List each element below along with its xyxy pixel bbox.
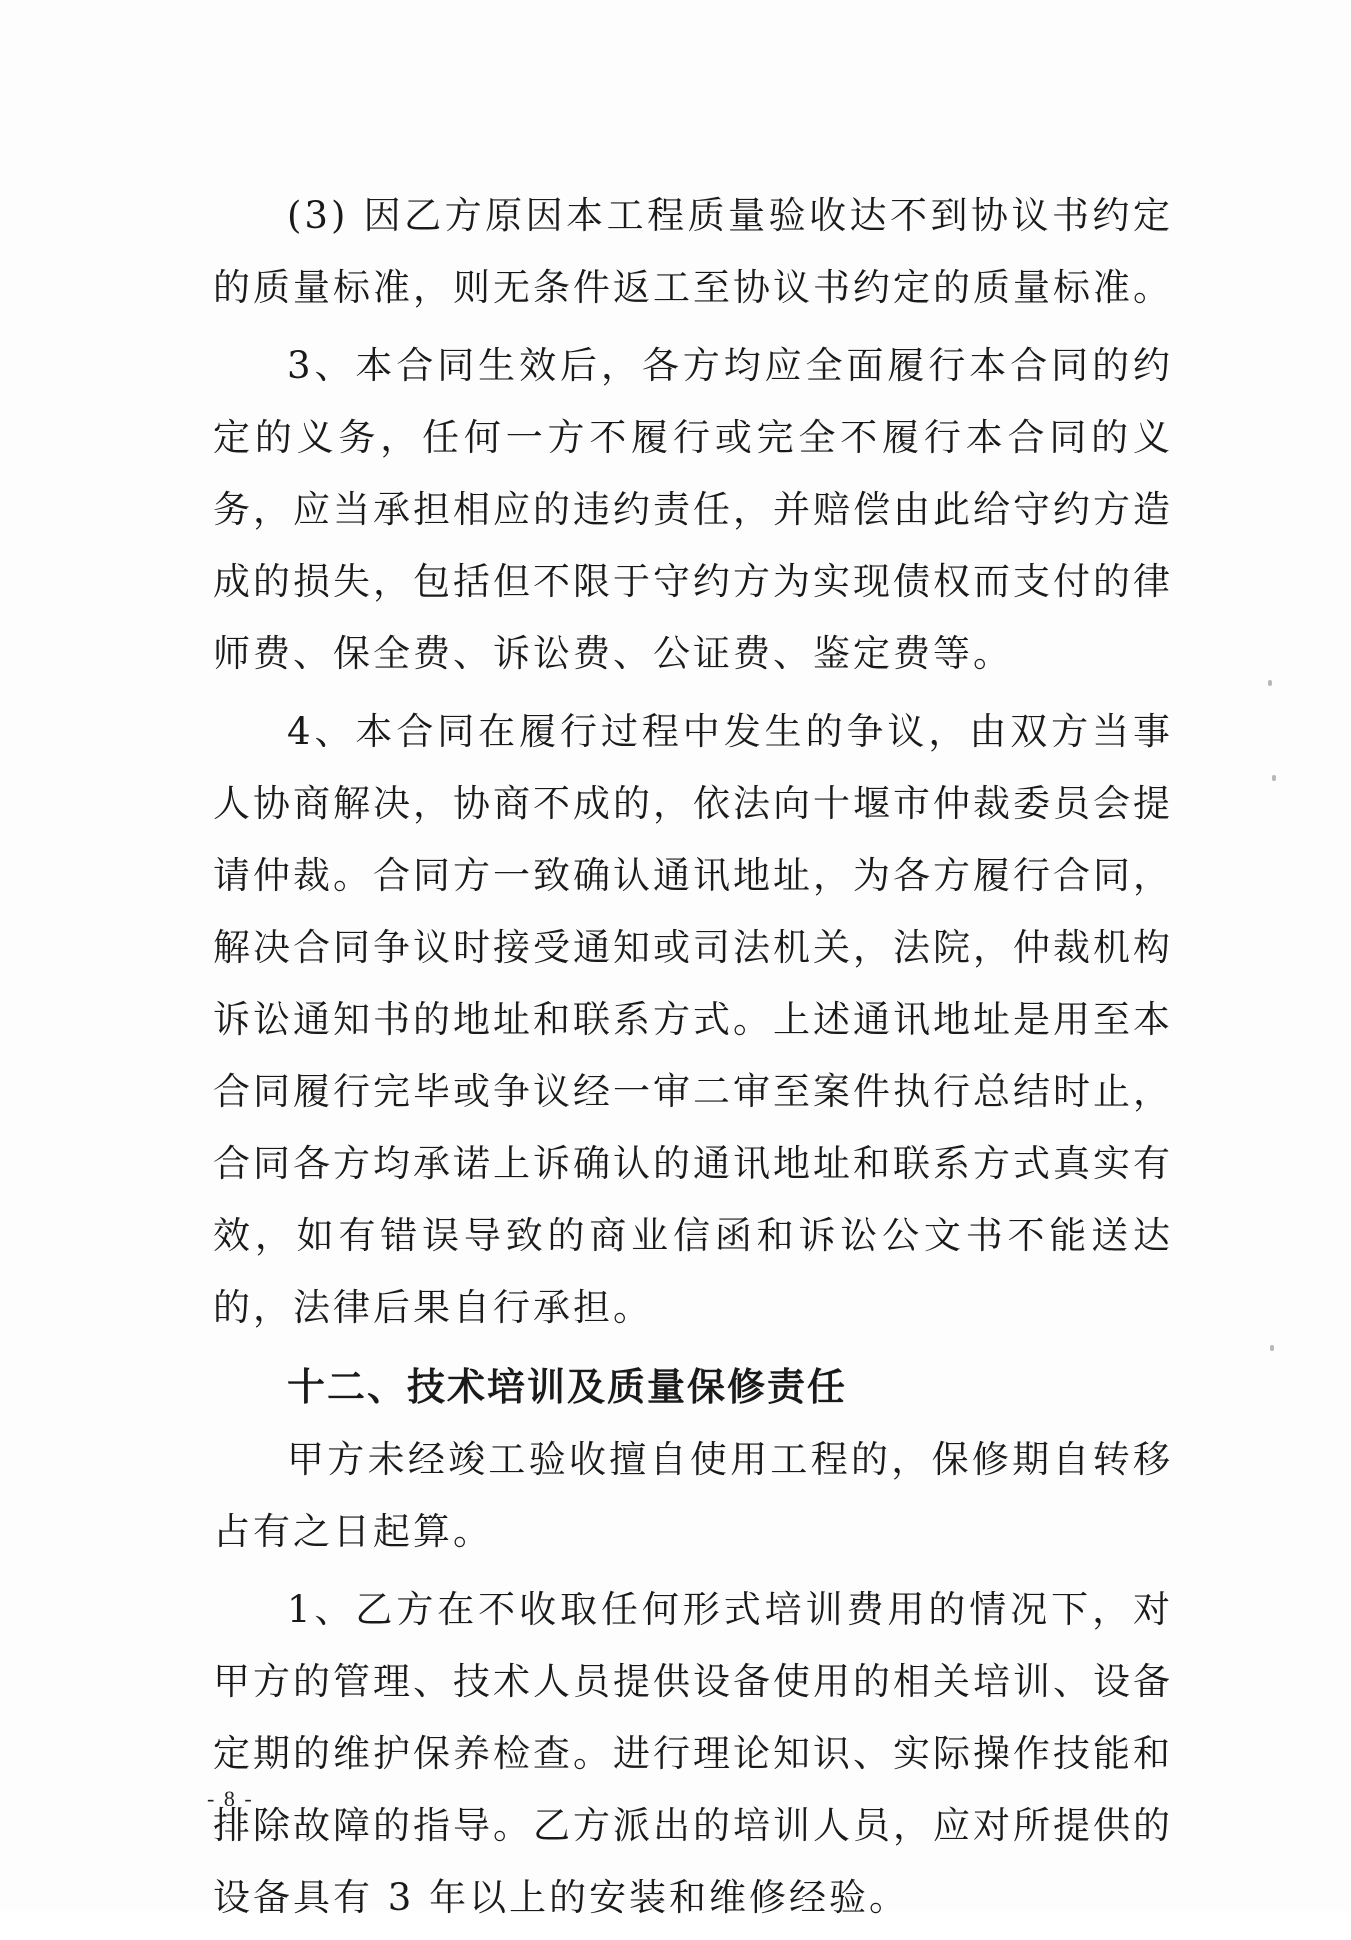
section-heading: 十二、技术培训及质量保修责任 <box>287 1365 848 1409</box>
paragraph-dispute-resolution: 4、本合同在履行过程中发生的争议，由双方当事人协商解决，协商不成的，依法向十堰市仲裁委员会提请仲裁。合同方一致确认通讯地址，为各方履行合同，解决合同争议时接受通知或司法机关，法院，仲裁机构诉讼通知书的地址和联系方式。上述通讯地址是用至本合同履行完毕或争议经一审二审至案件执行总结时止，合同各方均承诺上诉确认的通讯地址和联系方式真实有效，如有错误导致的商业信函和诉讼公文书不能送达的，法律后果自行承担。 <box>213 710 1173 1329</box>
paragraph-warranty-period: 甲方未经竣工验收擅自使用工程的，保修期自转移占有之日起算。 <box>213 1438 1173 1553</box>
scan-speck <box>1268 680 1272 686</box>
document-body <box>213 180 1173 1940</box>
scan-speck <box>1270 1345 1274 1351</box>
scan-speck <box>1272 775 1276 781</box>
paragraph-breach-liability: 3、本合同生效后，各方均应全面履行本合同的约定的义务，任何一方不履行或完全不履行本合同的义务，应当承担相应的违约责任，并赔偿由此给守约方造成的损失，包括但不限于守约方为实现债权而支付的律师费、保全费、诉讼费、公证费、鉴定费等。 <box>213 344 1173 675</box>
paragraph-quality-standard: (3) 因乙方原因本工程质量验收达不到协议书约定的质量标准，则无条件返工至协议书约定的质量标准。 <box>213 194 1173 309</box>
page-number: - 8 - <box>207 1786 254 1811</box>
paragraph-technical-training: 1、乙方在不收取任何形式培训费用的情况下，对甲方的管理、技术人员提供设备使用的相关培训、设备定期的维护保养检查。进行理论知识、实际操作技能和排除故障的指导。乙方派出的培训人员，应对所提供的设备具有 3 年以上的安装和维修经验。 <box>213 1588 1173 1919</box>
